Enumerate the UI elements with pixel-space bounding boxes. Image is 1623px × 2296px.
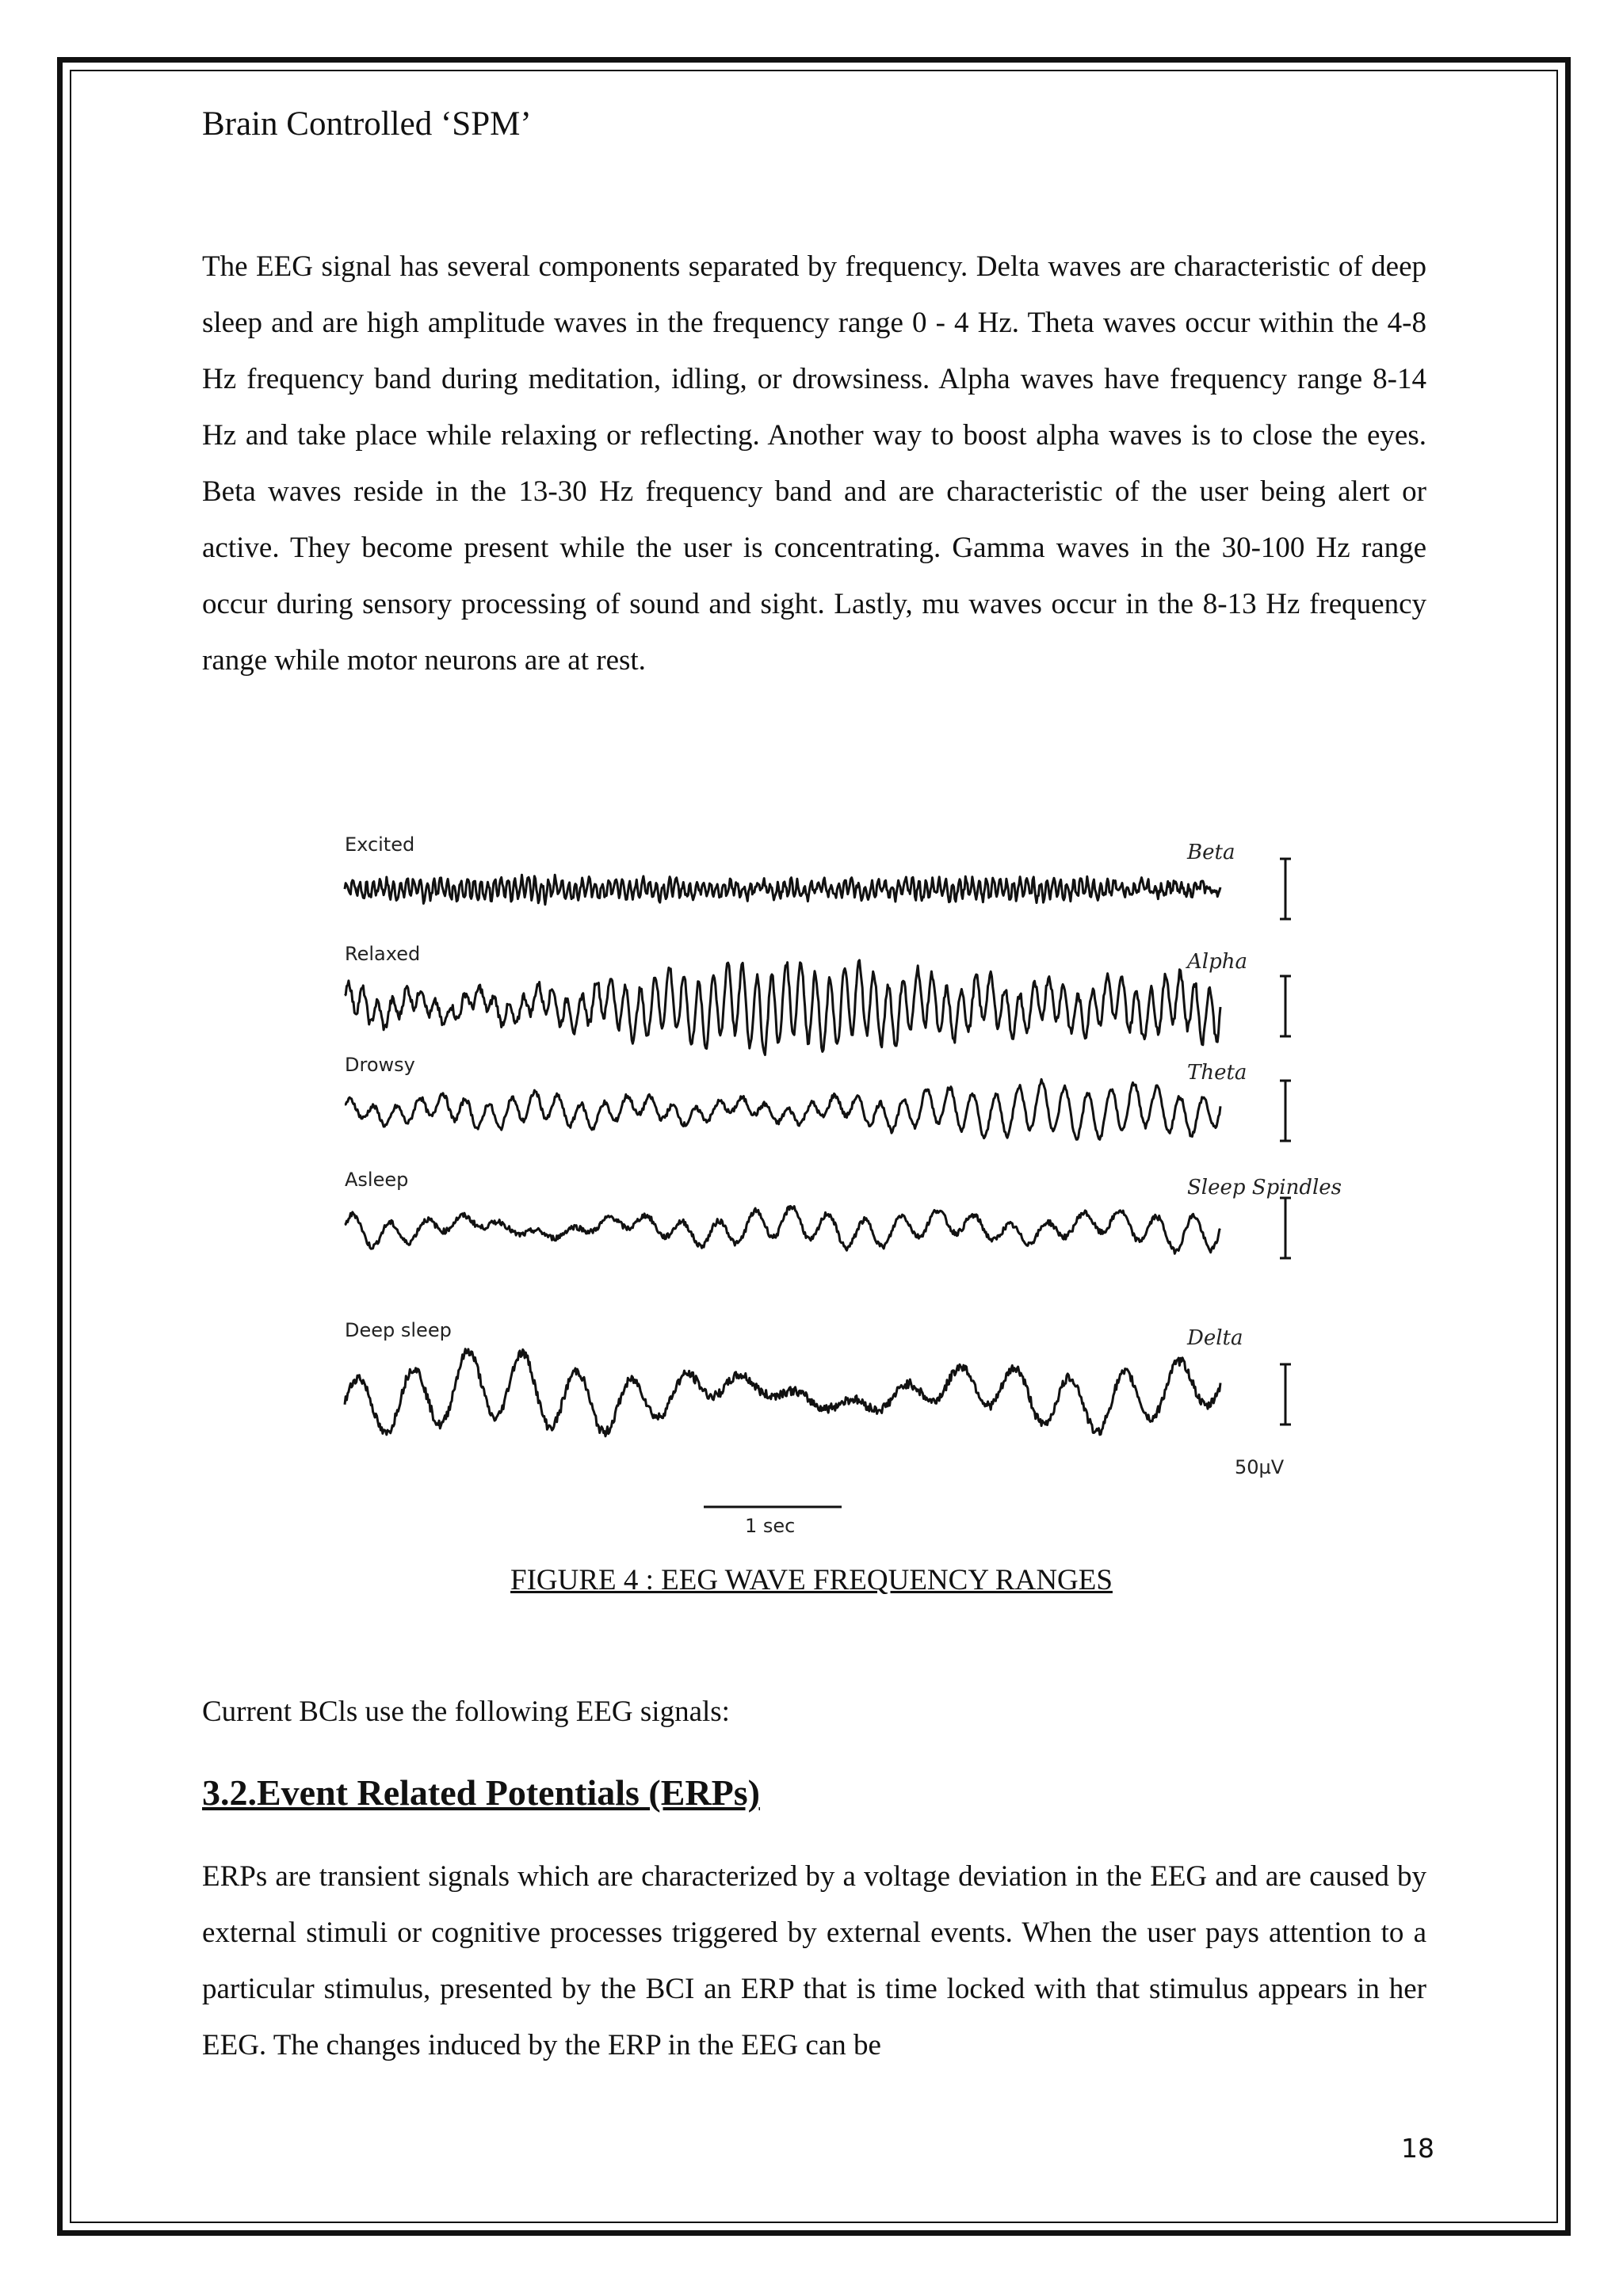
- section-heading: 3.2.Event Related Potentials (ERPs): [202, 1772, 760, 1813]
- eeg-trace-deep-sleep: [345, 1349, 1220, 1436]
- wave-tag-drowsy: Theta: [1187, 1061, 1247, 1085]
- page-number: 18: [1401, 2133, 1434, 2164]
- eeg-trace-drowsy: [345, 1079, 1220, 1139]
- scale-bar-relaxed: [1280, 976, 1291, 1036]
- trace-label-excited: Excited: [345, 833, 415, 856]
- eeg-figure: [301, 810, 1342, 1547]
- scale-bar-excited: [1280, 859, 1291, 919]
- scale-bar-drowsy: [1280, 1081, 1291, 1141]
- running-title: Brain Controlled ‘SPM’: [202, 105, 532, 143]
- eeg-trace-relaxed: [345, 960, 1220, 1055]
- eeg-trace-excited: [345, 875, 1220, 905]
- eeg-trace-asleep: [345, 1206, 1220, 1253]
- amplitude-scale-label: 50µV: [1235, 1456, 1285, 1478]
- trace-label-deep-sleep: Deep sleep: [345, 1319, 452, 1341]
- trace-label-relaxed: Relaxed: [345, 943, 421, 965]
- scale-bar-deep-sleep: [1280, 1364, 1291, 1425]
- wave-tag-asleep: Sleep Spindles: [1187, 1176, 1342, 1199]
- eeg-waveforms-image: [301, 810, 1342, 1547]
- trace-label-asleep: Asleep: [345, 1169, 409, 1191]
- paragraph-bci-signals-intro: Current BCls use the following EEG signals:: [202, 1695, 730, 1728]
- wave-tag-relaxed: Alpha: [1187, 950, 1247, 974]
- wave-tag-excited: Beta: [1187, 841, 1235, 864]
- paragraph-eeg-components: The EEG signal has several components separated by frequency. Delta waves are characteristic of deep sleep and are high amplitude waves in the frequency range 0 - 4 Hz. Theta waves occur within the 4-8 Hz frequency band during meditation, idling, or drowsiness. Alpha waves have frequency range 8-14 Hz and take place while relaxing or reflecting. Another way to boost alpha waves is to close the eyes. Beta waves reside in the 13-30 Hz frequency band and are characteristic of the user being alert or active. They become present while the user is concentrating. Gamma waves in the 30-100 Hz range occur during sensory processing of sound and sight. Lastly, mu waves occur in the 8-13 Hz frequency range while motor neurons are at rest.: [202, 250, 1426, 677]
- time-scale-label: 1 sec: [745, 1515, 796, 1537]
- scale-bar-asleep: [1280, 1198, 1291, 1258]
- trace-label-drowsy: Drowsy: [345, 1054, 415, 1076]
- figure-caption: FIGURE 4 : EEG WAVE FREQUENCY RANGES: [510, 1564, 1113, 1596]
- paragraph-erp-description: ERPs are transient signals which are characterized by a voltage deviation in the EEG and are caused by external stimuli or cognitive processes triggered by external events. When the user pays attention to a particular stimulus, presented by the BCI an ERP that is time locked with that stimulus appears in her EEG. The changes induced by the ERP in the EEG can be: [202, 1860, 1426, 2061]
- wave-tag-deep-sleep: Delta: [1187, 1326, 1243, 1350]
